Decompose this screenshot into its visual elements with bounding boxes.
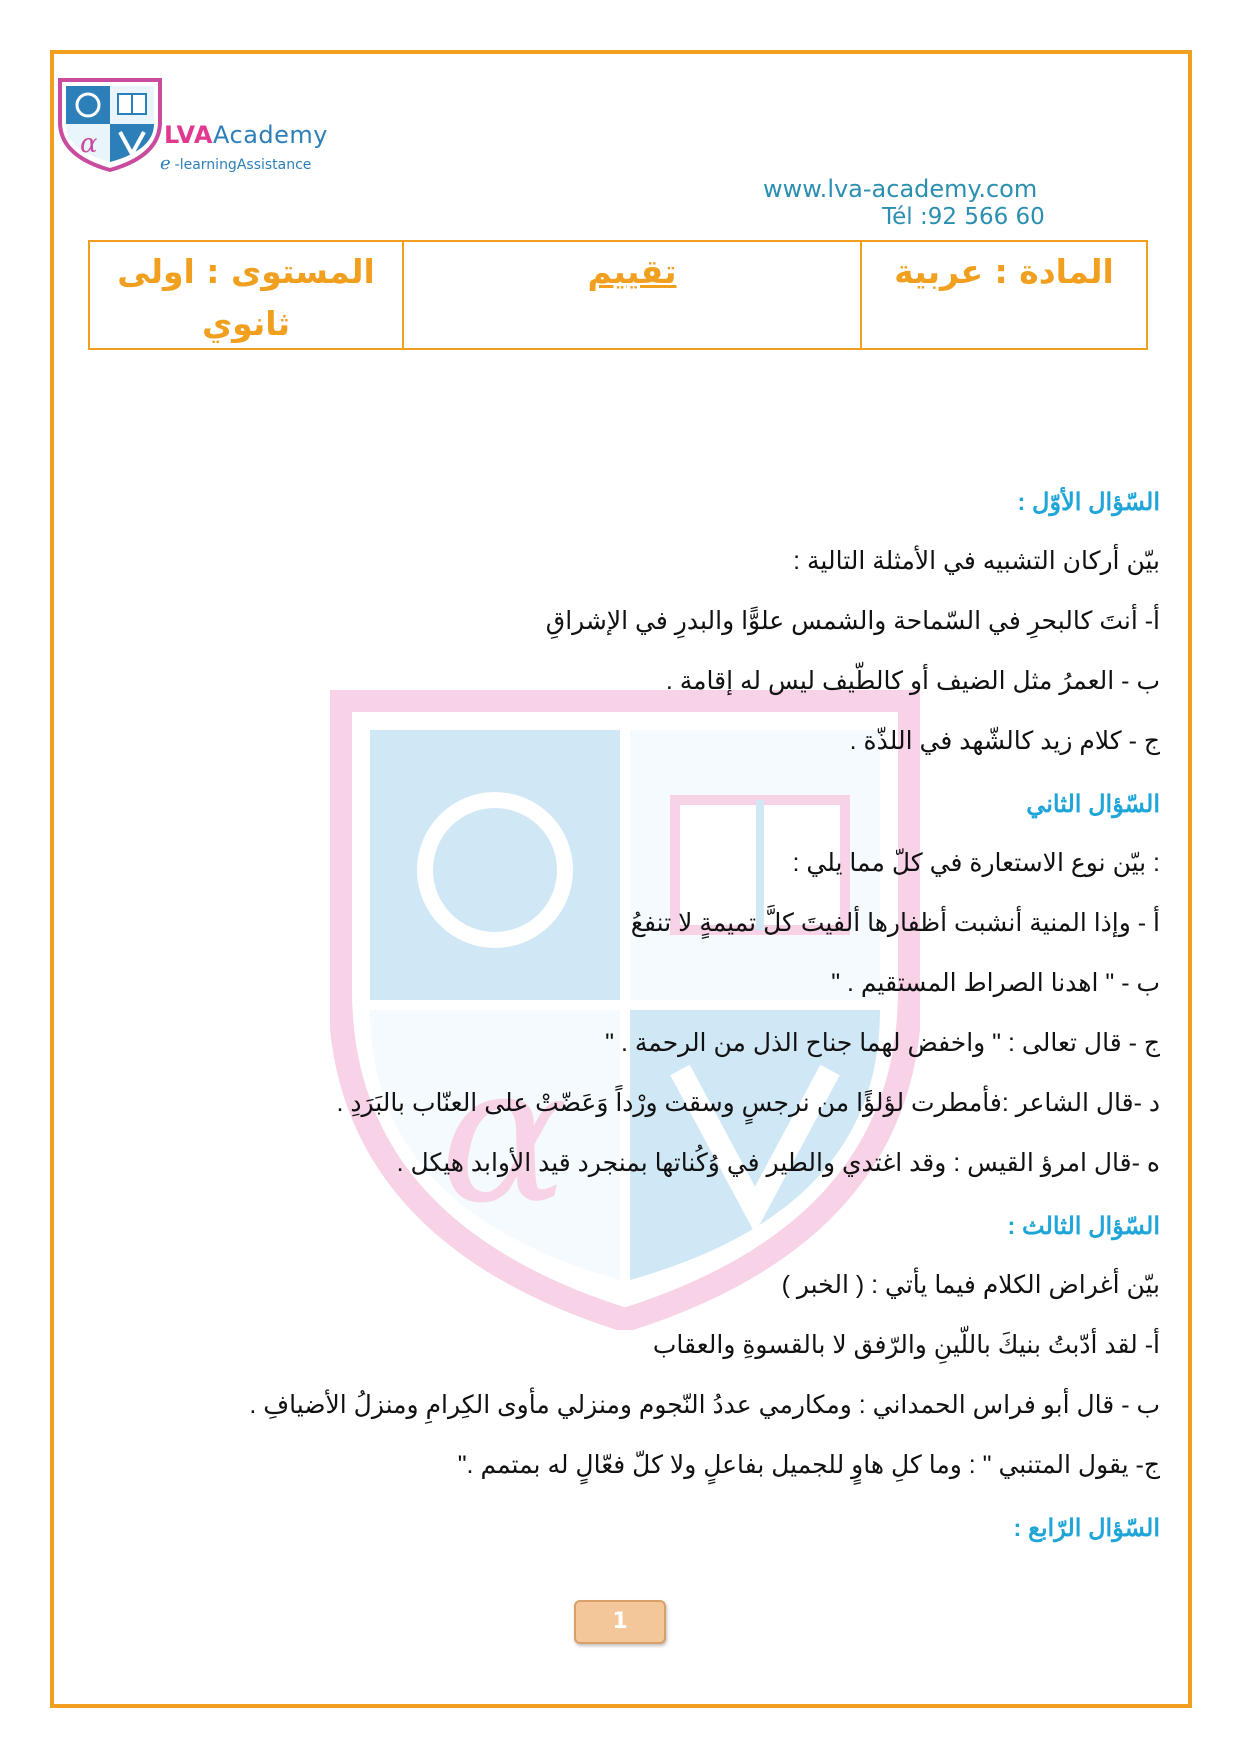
- question-1-item-a: أ- أنتَ كالبحرِ في السّماحة والشمس علوًّا والبدرِ في الإشراقِ: [545, 607, 1160, 635]
- question-3-item-c: ج- يقول المتنبي " : وما كلِ هاوٍ للجميل بفاعلٍ ولا كلّ فعّالٍ له بمتمم .": [457, 1451, 1160, 1479]
- question-3-heading: السّؤال الثالث :: [1007, 1213, 1160, 1240]
- brand-name: [164, 121, 328, 149]
- question-3-instruction: بيّن أغراض الكلام فيما يأتي : ( الخبر ): [781, 1271, 1160, 1299]
- question-1-item-c: ج - كلام زيد كالشّهد في اللذّة .: [849, 727, 1160, 755]
- question-3-item-a: أ- لقد أدّبتُ بنيكَ باللّينِ والرّفق لا بالقسوةِ والعقاب: [652, 1331, 1160, 1359]
- question-1-instruction: بيّن أركان التشبيه في الأمثلة التالية :: [793, 547, 1160, 575]
- header-table: [88, 240, 1148, 350]
- brand-tagline-e: e: [160, 153, 171, 174]
- question-3-item-b: ب - قال أبو فراس الحمداني : ومكارمي عددُ النّجوم ومنزلي مأوى الكِرامِ ومنزلُ الأضيافِ .: [249, 1391, 1160, 1419]
- phone-number: Tél :92 566 60: [882, 204, 1045, 230]
- question-2-heading: السّؤال الثاني: [1026, 791, 1160, 818]
- question-2-instruction: : بيّن نوع الاستعارة في كلّ مما يلي :: [792, 849, 1160, 877]
- level-label-line1: المستوى : اولى: [117, 252, 375, 291]
- lva-academy-logo: [56, 76, 164, 172]
- question-2-item-e: ه -قال امرؤ القيس : وقد اغتدي والطير في وُكُناتها بمنجرد قيد الأوابد هيكل .: [396, 1149, 1160, 1177]
- question-4-heading: السّؤال الرّابع :: [1013, 1515, 1160, 1542]
- svg-text:α: α: [80, 129, 98, 159]
- level-cell: [90, 242, 402, 348]
- subject-label: المادة : عربية: [894, 252, 1114, 291]
- page-number: 1: [574, 1600, 666, 1644]
- website-url[interactable]: www.lva-academy.com: [763, 175, 1038, 203]
- question-2-item-a: أ - وإذا المنية أنشبت أظفارها ألفيتَ كلَّ تميمةٍ لا تنفعُ: [630, 909, 1160, 937]
- question-1-item-b: ب - العمرُ مثل الضيف أو كالطّيف ليس له إقامة .: [665, 667, 1160, 695]
- question-2-item-d: د -قال الشاعر :فأمطرت لؤلؤًا من نرجسٍ وسقت ورْداً وَعَضّتْ على العنّاب بالبَرَدِ .: [336, 1089, 1160, 1117]
- brand-name-lva: LVA: [164, 121, 214, 149]
- question-2-item-c: ج - قال تعالى : " واخفض لهما جناح الذل من الرحمة . ": [605, 1029, 1160, 1057]
- brand-tagline-text: -learningAssistance: [174, 157, 312, 173]
- question-1-heading: السّؤال الأوّل :: [1017, 489, 1160, 516]
- subject-cell: [860, 242, 1146, 348]
- brand-name-academy: Academy: [213, 121, 328, 149]
- page-title: تقييم: [587, 252, 677, 291]
- brand-tagline: [160, 153, 311, 174]
- question-2-item-b: ب - " اهدنا الصراط المستقيم . ": [831, 969, 1160, 997]
- level-label-line2: ثانوي: [201, 304, 291, 343]
- title-cell: [402, 242, 860, 348]
- svg-text:α: α: [440, 1024, 569, 1245]
- watermark-logo: [330, 690, 920, 1330]
